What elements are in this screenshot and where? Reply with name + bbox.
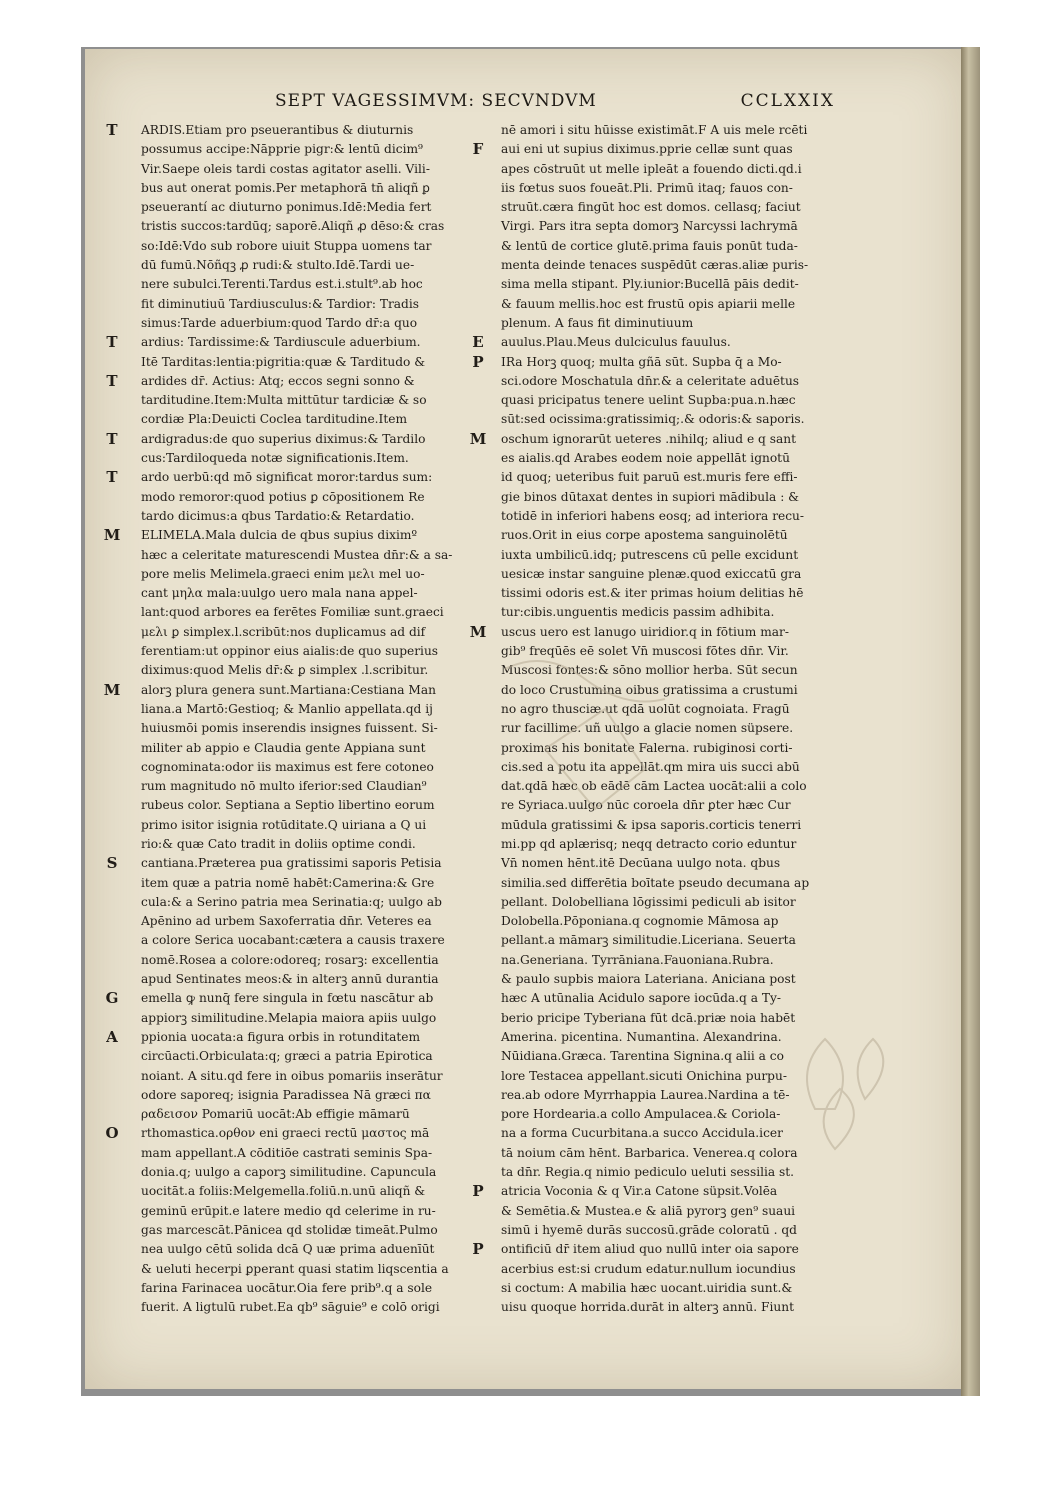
line-text: emella ꝙ nunq̄ fere singula in fœtu nascātur ab [141, 991, 434, 1006]
text-line [133, 603, 483, 622]
line-text: farina Farinacea uocātur.Oia fere prib⁹.q a sole [141, 1280, 433, 1295]
line-text: Vn̄ nomen hēnt.itē Decūana uulgo nota. qbus [501, 856, 781, 871]
initial-letter: A [106, 1027, 118, 1046]
text-line [499, 565, 859, 584]
text-line [133, 314, 483, 333]
text-line [133, 410, 483, 429]
initial-letter: T [106, 429, 118, 448]
line-text: Dolobella.Pōponiana.q cognomie Māmosa ap [501, 914, 779, 929]
line-text: mūdula gratissimi & ipsa saporis.corticis tenerri [501, 817, 802, 832]
line-text: apes cōstruūt ut melle ipleāt a fouendo dicti.qd.i [501, 161, 802, 176]
line-text: & ueluti hecerpi ꝑperant quasi statim liqscentia a [141, 1261, 449, 1276]
text-line [103, 526, 483, 545]
initial-letter: P [472, 1240, 484, 1259]
text-line [133, 1047, 483, 1066]
line-text: ta dn̄r. Regia.q nimio pediculo ueluti sessilia st. [501, 1165, 795, 1180]
line-text: rum magnitudo nō multo iferior:sed Claudian⁹ [141, 779, 427, 794]
line-text: a colore Serica uocabant:cætera a causis traxere [141, 933, 445, 948]
line-text: tarditudine.Item:Multa mittūtur tardiciæ & so [141, 393, 427, 408]
line-text: simus:Tarde aduerbium:quod Tardo dr̄:a quo [141, 315, 418, 330]
text-line [133, 816, 483, 835]
line-text: similia.sed differētia boītate pseudo decumana ap [501, 875, 810, 890]
line-text: cognominata:odor iis maximus est fere cotoneo [141, 759, 434, 774]
line-text: pore Hordearia.a collo Ampulacea.& Coriola- [501, 1107, 781, 1122]
line-text: so:Idē:Vdo sub robore uiuit Stuppa uomens tar [141, 238, 432, 253]
text-line [133, 1105, 483, 1124]
text-line [472, 1240, 859, 1259]
text-line [499, 256, 859, 275]
line-text: alorꝫ plura genera sunt.Martiana:Cestiana Man [141, 682, 437, 697]
text-line [133, 546, 483, 565]
line-text: ardius: Tardissime:& Tardiuscule aduerbium. [141, 335, 421, 350]
line-text: pseuerantí ac diuturno ponimus.Idē:Media fert [141, 200, 432, 215]
line-text: uocitāt.a foliis:Melgemella.foliū.n.unū aliqñ & [141, 1184, 426, 1199]
text-line [133, 507, 483, 526]
text-line [499, 526, 859, 545]
line-text: cus:Tardiloqueda notæ significationis.Item. [141, 451, 409, 466]
line-text: liana.a Martō:Gestioq; & Manlio appellata.qd ij [141, 701, 433, 716]
text-line [133, 1144, 483, 1163]
line-text: simū i hyemē durās succosū.grāde coloratū . qd [501, 1222, 797, 1237]
line-text: cula:& a Serino patria mea Serinatia:q; uulgo ab [141, 894, 442, 909]
line-text: ontificiū dr̄ item aliud quo nullū inter oia sapore [501, 1242, 799, 1257]
text-line [499, 546, 859, 565]
line-text: dū fumū.Nōñqꝫ ꝓ rudi:& stulto.Idē.Tardi ue- [141, 258, 415, 273]
text-line [105, 1124, 483, 1143]
line-text: totidē in inferiori habens eosq; ad interiora recu- [501, 508, 805, 523]
line-text: iuxta umbilicū.idq; putrescens cū pelle excidunt [501, 547, 799, 562]
text-line [499, 314, 859, 333]
text-line [133, 1221, 483, 1240]
text-line [499, 160, 859, 179]
text-line [499, 179, 859, 198]
line-text: sūt:sed ocissima:gratissimiq;.& odoris:& saporis. [501, 412, 805, 427]
text-line [133, 179, 483, 198]
initial-letter: M [103, 526, 121, 545]
line-text: do loco Crustumina oibus gratissima a crustumi [501, 682, 798, 697]
text-line [133, 623, 483, 642]
line-text: Amerina. picentina. Numantina. Alexandrina. [501, 1029, 782, 1044]
text-line [133, 1260, 483, 1279]
line-text: mi.pp qd aplærisq; neqq detracto corio eduntur [501, 836, 797, 851]
scanned-page-frame [81, 47, 980, 1396]
line-text: nomē.Rosea a colore:odoreq; rosarꝫ: excellentia [141, 952, 439, 967]
initial-letter: M [469, 622, 487, 641]
line-text: Itē Tarditas:lentia:pigritia:quæ & Tarditudo & [141, 354, 426, 369]
initial-letter: P [472, 352, 484, 371]
line-text: ruos.Orit in eius corpe apostema sanguinolētū [501, 528, 788, 543]
text-line [133, 700, 483, 719]
text-line [106, 121, 483, 140]
text-line [133, 584, 483, 603]
text-line [133, 353, 483, 372]
initial-letter: T [106, 121, 118, 139]
text-line [133, 893, 483, 912]
text-line [133, 275, 483, 294]
line-text: rthomastica.ορθον eni graeci rectū μαστος mā [141, 1126, 430, 1141]
text-line [499, 1202, 859, 1221]
line-text: rio:& quæ Cato tradit in doliis optime condi. [141, 836, 416, 851]
text-line [133, 160, 483, 179]
text-line [133, 874, 483, 893]
line-text: geminū erūpit.e latere medio qd celerime in ru- [141, 1203, 436, 1218]
line-text: Muscosi fontes:& sōno mollior herba. Sūt secun [501, 663, 798, 678]
line-text: ραδεισον Pomariū uocāt:Ab effigie māmarū [141, 1107, 410, 1122]
library-stamp-watermark [485, 629, 905, 1189]
line-text: primo isitor isignia rotūditate.Q uiriana a Q ui [141, 817, 427, 832]
text-line [106, 468, 483, 487]
left-text-column [103, 121, 483, 1317]
text-line [133, 140, 483, 159]
text-line [133, 796, 483, 815]
line-text: ardides dr̄. Actius: Atq; eccos segni sonno & [141, 373, 415, 388]
line-text: rubeus color. Septiana a Septio libertino eorum [141, 798, 435, 813]
line-text: berio pricipe Tyberiana fūt dcā.priæ noia habēt [501, 1010, 796, 1025]
text-line [499, 1298, 859, 1317]
line-text: fuerit. A ligtulū rubet.Ea qb⁹ sāguie⁹ e colō origi [141, 1300, 440, 1315]
text-line [133, 1009, 483, 1028]
line-text: tristis succos:tardūq; saporē.Aliqñ ꝓ dēso:& cras [141, 219, 445, 234]
line-text: ardigradus:de quo superius diximus:& Tardilo [141, 431, 426, 446]
initial-letter: F [472, 140, 484, 159]
text-line [499, 449, 859, 468]
initial-letter: T [106, 371, 118, 390]
line-text: pore melis Melimela.graeci enim μελι mel uo- [141, 566, 425, 581]
text-line [133, 1279, 483, 1298]
text-line [499, 275, 859, 294]
text-line [106, 333, 483, 352]
line-text: struūt.cæra fingūt hoc est domos. cellasq; faciut [501, 200, 801, 215]
text-line [499, 410, 859, 429]
line-text: lore Testacea appellant.sicuti Onichina purpu- [501, 1068, 787, 1083]
text-line [133, 565, 483, 584]
line-text: hæc A utūnalia Acidulo sapore iocūda.q a Ty- [501, 991, 781, 1006]
initial-letter: T [106, 468, 118, 487]
line-text: atricia Voconia & q Vir.a Catone süpsit.Volēa [501, 1184, 778, 1199]
text-line [133, 198, 483, 217]
line-text: IRa Horꝫ quoq; multa gñā sūt. Supba q̄ a Mo- [501, 354, 782, 369]
line-text: si coctum: A mabilia hæc uocant.uiridia sunt.& [501, 1280, 793, 1295]
line-text: huiusmōi pomis inserendis insignes fuissent. Si- [141, 721, 438, 736]
text-line [133, 256, 483, 275]
line-text: ppionia uocata:a figura orbis in rotunditatem [141, 1029, 421, 1044]
line-text: na.Generiana. Tyrrāniana.Fauoniana.Rubra. [501, 952, 774, 967]
text-line [133, 295, 483, 314]
line-text: mam appellant.A cōditiōe castrati seminis Spa- [141, 1145, 433, 1160]
line-text: Apēnino ad urbem Saxoferratia dn̄r. Veteres ea [141, 914, 432, 929]
line-text: no agro thusciæ.ut qdā uolūt cognoiata. Fragū [501, 701, 790, 716]
text-line [133, 970, 483, 989]
text-line [499, 198, 859, 217]
line-text: gas marcescāt.Pānicea qd stolidæ timeāt.Pulmo [141, 1222, 438, 1237]
text-line [103, 680, 483, 700]
line-text: quasi pricipatus tenere uelint Supba:pua.n.hæc [501, 393, 796, 408]
book-page [85, 49, 965, 1389]
text-line [499, 1221, 859, 1240]
text-line [106, 1027, 483, 1047]
text-line [133, 1163, 483, 1182]
text-line [133, 777, 483, 796]
line-text: proximas his bonitate Falerna. rubiginosi corti- [501, 740, 793, 755]
text-line [472, 333, 859, 352]
initial-letter: G [105, 989, 119, 1008]
text-line [133, 391, 483, 410]
text-line [133, 951, 483, 970]
text-line [499, 507, 859, 526]
line-text: plenum. A faus fit diminutiuum [501, 315, 694, 330]
line-text: sima mella stipant. Ply.iunior:Bucellā pāis dedit- [501, 277, 799, 292]
line-text: appiorꝫ similitudine.Melapia maiora apiis uulgo [141, 1010, 437, 1025]
line-text: id quoq; ueteribus fuit paruū est.muris fere effi- [501, 470, 798, 485]
line-text: Nūidiana.Græca. Tarentina Signina.q alii a co [501, 1049, 784, 1064]
line-text: & Semētia.& Mustea.e & aliā pyrorꝫ gen⁹ suaui [501, 1203, 796, 1218]
line-text: sci.odore Moschatula dn̄r.& a celeritate aduētus [501, 373, 800, 388]
line-text: uisu quoque horrida.durāt in alterꝫ annū. Fiunt [501, 1300, 794, 1315]
line-text: & fauum mellis.hoc est frustū opis apiarii melle [501, 296, 796, 311]
line-text: militer ab appio e Claudia gente Appiana sunt [141, 740, 426, 755]
text-line [133, 1067, 483, 1086]
line-text: fit diminutiuū Tardiusculus:& Tardior: Tradis [141, 296, 419, 311]
text-line [133, 835, 483, 854]
line-text: re Syriaca.uulgo nūc coroela dn̄r ꝑter hæc Cur [501, 798, 791, 813]
text-line [499, 468, 859, 487]
text-line [499, 488, 859, 507]
line-text: cantiana.Præterea pua gratissimi saporis Petisia [141, 856, 442, 871]
text-line [469, 429, 859, 449]
text-line [499, 237, 859, 256]
text-line [133, 758, 483, 777]
line-text: ELIMELA.Mala dulcia de qbus supius diximº [141, 528, 418, 543]
text-line [105, 989, 483, 1008]
folio-number: CCLXXIX [740, 91, 835, 111]
text-line [133, 488, 483, 507]
line-text: dat.qdā hæc ob eādē cām Lactea uocāt:alii a colo [501, 779, 807, 794]
page-gutter-edge [961, 47, 980, 1396]
initial-letter: M [103, 680, 121, 699]
line-text: odore saporeq; isignia Paradissea Nā græci πα [141, 1087, 431, 1102]
line-text: nea uulgo cētū solida dcā Q uæ prima aduenīūt [141, 1242, 435, 1257]
line-text: aui eni ut supius diximus.pprie cellæ sunt quas [501, 142, 793, 157]
line-text: Vir.Saepe oleis tardi costas agitator aselli. Vili- [141, 161, 430, 176]
initial-letter: E [472, 333, 484, 352]
line-text: nē amori i situ hūisse existimāt.F A uis mele rcēti [501, 123, 808, 137]
text-line [133, 1298, 483, 1317]
text-line [133, 1086, 483, 1105]
initial-letter: T [106, 333, 118, 352]
text-line [133, 719, 483, 738]
text-line [133, 642, 483, 661]
initial-letter: S [106, 854, 118, 873]
text-line [499, 391, 859, 410]
line-text: uesicæ instar sanguine plenæ.quod exiccatū gra [501, 566, 802, 581]
text-line [499, 121, 859, 140]
text-line [106, 429, 483, 449]
line-text: menta deinde tenaces suspēdūt cæras.aliæ puris- [501, 258, 809, 273]
line-text: donia.q; uulgo a caporꝫ similitudine. Capuncula [141, 1165, 437, 1180]
text-line [106, 854, 483, 873]
running-head-title: SEPT VAGESSIMVM: SECVNDVM [275, 91, 597, 111]
line-text: rur facillime. uñ uulgo a glacie nomen süpsere. [501, 721, 794, 736]
line-text: Virgi. Pars itra septa domorꝫ Narcyssi lachrymā [501, 219, 798, 234]
initial-letter: M [469, 429, 487, 448]
text-line [133, 1202, 483, 1221]
text-line [499, 584, 859, 603]
line-text: iis fœtus suos foueāt.Pli. Primū itaq; fauos con- [501, 180, 793, 195]
line-text: & paulo supbis maiora Lateriana. Aniciana post [501, 972, 796, 987]
line-text: cordiæ Pla:Deuicti Coclea tarditudine.Item [141, 412, 408, 427]
line-text: rea.ab odore Myrrhappia Laurea.Nardina a tē- [501, 1087, 790, 1102]
text-line [133, 661, 483, 680]
text-line [106, 371, 483, 391]
line-text: na a forma Cucurbitana.a succo Accidula.icer [501, 1126, 783, 1141]
line-text: tur:cibis.unguentis medicis passim adhibita. [501, 605, 775, 620]
initial-letter: O [105, 1124, 119, 1143]
line-text: modo remoror:quod potius ꝑ cōpositionem Re [141, 489, 425, 504]
text-line [472, 352, 859, 372]
line-text: cis.sed a potu ita appellāt.qm mira uis succi abū [501, 759, 800, 774]
text-line [499, 217, 859, 236]
line-text: tā noium cām hēnt. Barbarica. Venerea.q colora [501, 1145, 798, 1160]
text-line [133, 1240, 483, 1259]
text-line [133, 237, 483, 256]
text-line [499, 1260, 859, 1279]
initial-letter: P [472, 1182, 484, 1201]
line-text: oschum ignorarūt ueteres .nihilq; aliud e q sant [501, 431, 796, 446]
text-line [133, 449, 483, 468]
text-line [133, 912, 483, 931]
line-text: circūacti.Orbiculata:q; græci a patria Epirotica [141, 1049, 433, 1064]
line-text: μελι ꝑ simplex.l.scribūt:nos duplicamus ad dif [141, 624, 426, 639]
line-text: gie binos dūtaxat dentes in supiori mādibula : & [501, 489, 800, 504]
line-text: bus aut onerat pomis.Per metaphorā tn̄ aliqñ ꝑ [141, 180, 431, 195]
line-text: diximus:quod Melis dr̄:& ꝑ simplex .l.scribitur. [141, 663, 429, 678]
line-text: noiant. A situ.qd fere in oibus pomariis inserātur [141, 1068, 443, 1083]
line-text: apud Sentinates meos:& in alterꝫ annū durantia [141, 972, 439, 987]
text-line [499, 1279, 859, 1298]
line-text: item quæ a patria nomē habēt:Camerina:& Gre [141, 875, 435, 890]
line-text: gib⁹ freqūēs eē solet Vn̄ muscosi fōtes dn̄r. Vir. [501, 644, 789, 659]
line-text: es aialis.qd Arabes eodem noie appellāt ignotū [501, 451, 790, 466]
line-text: pellant.a māmarꝫ similitudie.Liceriana. Seuerta [501, 933, 796, 948]
text-line [472, 140, 859, 159]
line-text: nere subulci.Terenti.Tardus est.i.stult⁹.ab hoc [141, 277, 423, 292]
line-text: auulus.Plau.Meus dulciculus fauulus. [501, 335, 731, 350]
running-head [275, 91, 835, 115]
line-text: ardo uerbū:qd mō significat moror:tardus sum: [141, 470, 433, 485]
text-line [133, 1182, 483, 1201]
text-line [133, 931, 483, 950]
text-line [499, 603, 859, 622]
line-text: possumus accipe:Nāpprie pigr:& lentū dicim⁹ [141, 142, 423, 157]
text-line [499, 372, 859, 391]
line-text: tardo dicimus:a qbus Tardatio:& Retardatio. [141, 508, 415, 523]
line-text: cant μηλα mala:uulgo uero mala nana appel- [141, 586, 418, 601]
text-line [499, 295, 859, 314]
line-text: hæc a celeritate maturescendi Mustea dn̄r:& a sa- [141, 547, 453, 562]
line-text: tissimi odoris est.& iter primas hoium delitias hē [501, 586, 804, 601]
line-text: acerbius est:si crudum edatur.nullum iocundius [501, 1261, 796, 1276]
line-text: lant:quod arbores ea ferētes Fomiliæ sunt.graeci [141, 605, 444, 620]
line-text: & lentū de cortice glutē.prima fauis ponūt tuda- [501, 238, 798, 253]
line-text: pellant. Dolobelliana lōgissimi pediculi ab isitor [501, 894, 796, 909]
line-text: ARDIS.Etiam pro pseuerantibus & diuturnis [141, 123, 414, 137]
line-text: uscus uero est lanugo uiridior.q in fōtium mar- [501, 624, 789, 639]
text-line [133, 217, 483, 236]
text-line [133, 739, 483, 758]
line-text: ferentiam:ut oppinor eius aialis:de quo superius [141, 644, 439, 659]
